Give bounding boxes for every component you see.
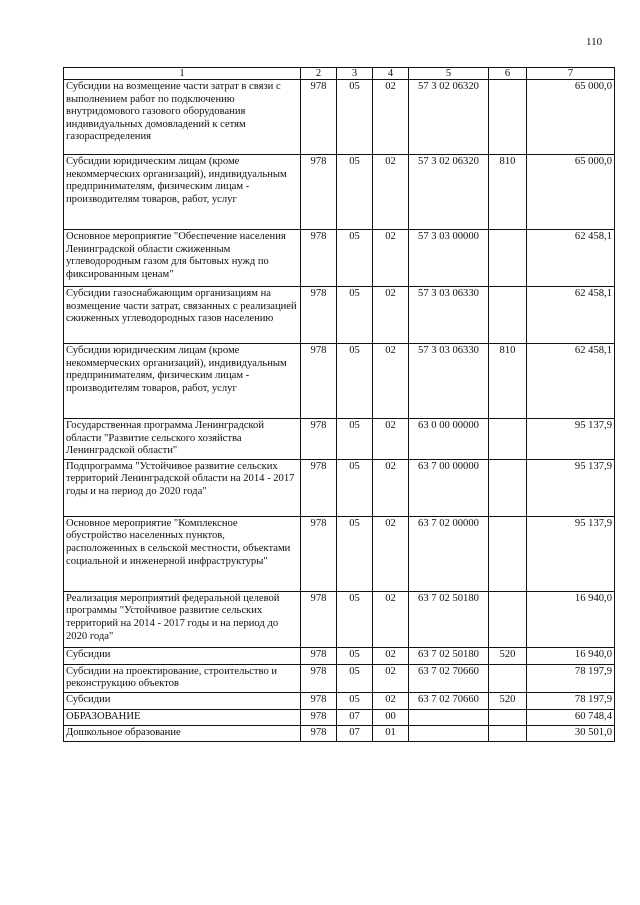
- amount-cell: 95 137,9: [527, 419, 615, 460]
- ved-code-cell: 978: [301, 725, 337, 741]
- target-item-code-cell: 57 3 03 06330: [409, 344, 489, 419]
- table-row: [64, 287, 615, 344]
- amount-cell: 95 137,9: [527, 459, 615, 516]
- amount-cell: 65 000,0: [527, 80, 615, 155]
- subsection-code-cell: 02: [373, 647, 409, 664]
- amount-cell: 62 458,1: [527, 344, 615, 419]
- table-row: [64, 647, 615, 664]
- column-header: 7: [527, 68, 615, 80]
- section-code-cell: 07: [337, 725, 373, 741]
- ved-code-cell: 978: [301, 647, 337, 664]
- ved-code-cell: 978: [301, 591, 337, 647]
- row-name-cell: Дошкольное образование: [64, 725, 301, 741]
- row-name-cell: Субсидии на проектирование, строительство и реконструкцию объектов: [64, 664, 301, 692]
- section-code-cell: 05: [337, 80, 373, 155]
- amount-cell: 78 197,9: [527, 692, 615, 709]
- section-code-cell: 05: [337, 591, 373, 647]
- expense-type-code-cell: [489, 80, 527, 155]
- amount-cell: 16 940,0: [527, 647, 615, 664]
- expense-type-code-cell: [489, 664, 527, 692]
- table-row: [64, 692, 615, 709]
- subsection-code-cell: 02: [373, 664, 409, 692]
- row-name-cell: Субсидии юридическим лицам (кроме некоммерческих организаций), индивидуальным предпринимателям, физическим лицам - производителям товаров, работ, услуг: [64, 155, 301, 230]
- subsection-code-cell: 02: [373, 155, 409, 230]
- section-code-cell: 05: [337, 287, 373, 344]
- section-code-cell: 05: [337, 419, 373, 460]
- target-item-code-cell: 63 7 02 70660: [409, 692, 489, 709]
- expense-type-code-cell: [489, 459, 527, 516]
- subsection-code-cell: 02: [373, 344, 409, 419]
- amount-cell: 16 940,0: [527, 591, 615, 647]
- table-row: [64, 80, 615, 155]
- table-row: [64, 230, 615, 287]
- column-header: 4: [373, 68, 409, 80]
- target-item-code-cell: 57 3 03 00000: [409, 230, 489, 287]
- section-code-cell: 05: [337, 647, 373, 664]
- target-item-code-cell: 63 7 02 00000: [409, 516, 489, 591]
- subsection-code-cell: 02: [373, 287, 409, 344]
- target-item-code-cell: 57 3 02 06320: [409, 80, 489, 155]
- row-name-cell: ОБРАЗОВАНИЕ: [64, 709, 301, 725]
- expense-type-code-cell: 810: [489, 344, 527, 419]
- target-item-code-cell: 57 3 02 06320: [409, 155, 489, 230]
- section-code-cell: 05: [337, 230, 373, 287]
- table-row: [64, 664, 615, 692]
- section-code-cell: 05: [337, 344, 373, 419]
- table-row: [64, 459, 615, 516]
- ved-code-cell: 978: [301, 692, 337, 709]
- subsection-code-cell: 02: [373, 419, 409, 460]
- expense-type-code-cell: 810: [489, 155, 527, 230]
- subsection-code-cell: 02: [373, 80, 409, 155]
- row-name-cell: Основное мероприятие "Обеспечение населения Ленинградской области сжиженным углеводородным газом для бытовых нужд по фиксированным ценам": [64, 230, 301, 287]
- subsection-code-cell: 02: [373, 459, 409, 516]
- expense-type-code-cell: [489, 516, 527, 591]
- ved-code-cell: 978: [301, 419, 337, 460]
- row-name-cell: Подпрограмма "Устойчивое развитие сельских территорий Ленинградской области на 2014 - 2017 годы и на период до 2020 года": [64, 459, 301, 516]
- section-code-cell: 05: [337, 664, 373, 692]
- target-item-code-cell: [409, 725, 489, 741]
- row-name-cell: Государственная программа Ленинградской области "Развитие сельского хозяйства Ленинградской области": [64, 419, 301, 460]
- table-row: [64, 419, 615, 460]
- row-name-cell: Основное мероприятие "Комплексное обустройство населенных пунктов, расположенных в сельской местности, объектами социальной и инженерной инфраструктуры": [64, 516, 301, 591]
- section-code-cell: 05: [337, 155, 373, 230]
- target-item-code-cell: 63 7 02 50180: [409, 647, 489, 664]
- row-name-cell: Субсидии газоснабжающим организациям на возмещение части затрат, связанных с реализацией сжиженных углеводородных газов населению: [64, 287, 301, 344]
- table-row: [64, 155, 615, 230]
- expense-type-code-cell: 520: [489, 647, 527, 664]
- table-row: [64, 591, 615, 647]
- row-name-cell: Субсидии юридическим лицам (кроме некоммерческих организаций), индивидуальным предпринимателям, физическим лицам - производителям товаров, работ, услуг: [64, 344, 301, 419]
- row-name-cell: Субсидии: [64, 647, 301, 664]
- expense-type-code-cell: [489, 709, 527, 725]
- row-name-cell: Субсидии на возмещение части затрат в связи с выполнением работ по подключению внутридомового газового оборудования индивидуальных домовладений к сетям газораспределения: [64, 80, 301, 155]
- target-item-code-cell: 57 3 03 06330: [409, 287, 489, 344]
- expense-type-code-cell: [489, 725, 527, 741]
- subsection-code-cell: 02: [373, 692, 409, 709]
- column-header: 2: [301, 68, 337, 80]
- page-number: 110: [586, 36, 603, 48]
- ved-code-cell: 978: [301, 155, 337, 230]
- expense-type-code-cell: [489, 287, 527, 344]
- table-row: [64, 516, 615, 591]
- column-header: 6: [489, 68, 527, 80]
- subsection-code-cell: 01: [373, 725, 409, 741]
- table-header-row: [64, 68, 615, 80]
- section-code-cell: 05: [337, 516, 373, 591]
- subsection-code-cell: 00: [373, 709, 409, 725]
- section-code-cell: 07: [337, 709, 373, 725]
- subsection-code-cell: 02: [373, 591, 409, 647]
- ved-code-cell: 978: [301, 80, 337, 155]
- table-row: [64, 709, 615, 725]
- expense-type-code-cell: [489, 591, 527, 647]
- amount-cell: 78 197,9: [527, 664, 615, 692]
- ved-code-cell: 978: [301, 230, 337, 287]
- amount-cell: 62 458,1: [527, 287, 615, 344]
- target-item-code-cell: [409, 709, 489, 725]
- subsection-code-cell: 02: [373, 230, 409, 287]
- table-row: [64, 344, 615, 419]
- ved-code-cell: 978: [301, 459, 337, 516]
- column-header: 3: [337, 68, 373, 80]
- target-item-code-cell: 63 0 00 00000: [409, 419, 489, 460]
- section-code-cell: 05: [337, 459, 373, 516]
- expense-type-code-cell: [489, 230, 527, 287]
- target-item-code-cell: 63 7 02 70660: [409, 664, 489, 692]
- amount-cell: 62 458,1: [527, 230, 615, 287]
- ved-code-cell: 978: [301, 516, 337, 591]
- ved-code-cell: 978: [301, 344, 337, 419]
- amount-cell: 60 748,4: [527, 709, 615, 725]
- target-item-code-cell: 63 7 02 50180: [409, 591, 489, 647]
- column-header: 5: [409, 68, 489, 80]
- amount-cell: 30 501,0: [527, 725, 615, 741]
- amount-cell: 65 000,0: [527, 155, 615, 230]
- amount-cell: 95 137,9: [527, 516, 615, 591]
- ved-code-cell: 978: [301, 664, 337, 692]
- subsection-code-cell: 02: [373, 516, 409, 591]
- section-code-cell: 05: [337, 692, 373, 709]
- budget-table: [63, 67, 615, 742]
- row-name-cell: Субсидии: [64, 692, 301, 709]
- table-row: [64, 725, 615, 741]
- expense-type-code-cell: 520: [489, 692, 527, 709]
- target-item-code-cell: 63 7 00 00000: [409, 459, 489, 516]
- row-name-cell: Реализация мероприятий федеральной целевой программы "Устойчивое развитие сельских территорий на 2014 - 2017 годы и на период до 2020 года": [64, 591, 301, 647]
- column-header: 1: [64, 68, 301, 80]
- expense-type-code-cell: [489, 419, 527, 460]
- ved-code-cell: 978: [301, 287, 337, 344]
- ved-code-cell: 978: [301, 709, 337, 725]
